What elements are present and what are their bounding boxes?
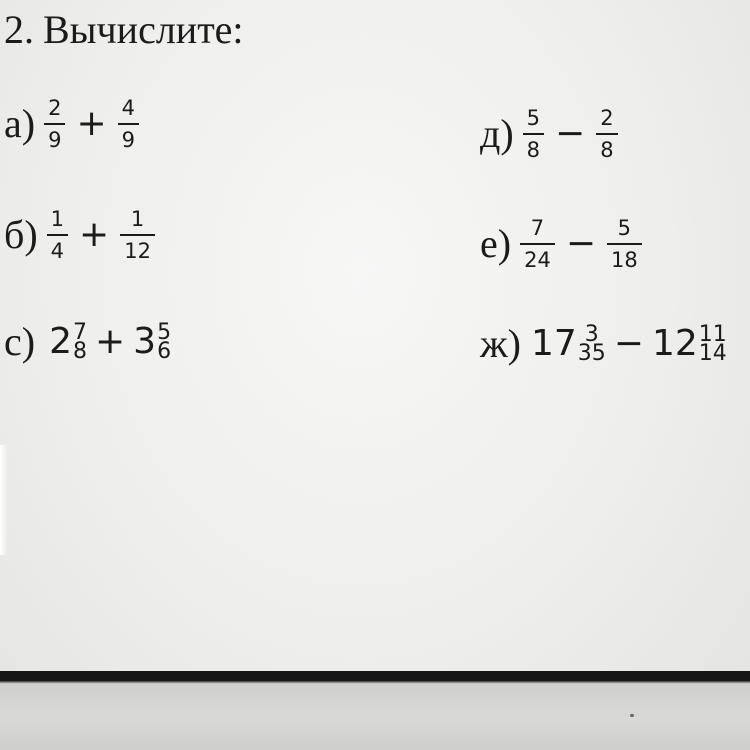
screen-edge-line <box>0 671 750 681</box>
operator: − <box>555 113 586 154</box>
fraction <box>120 207 155 263</box>
denominator: 8 <box>526 138 541 162</box>
task-b <box>4 207 158 263</box>
fraction <box>118 96 139 152</box>
mixed-fraction <box>157 320 172 364</box>
operator: + <box>94 321 126 362</box>
mixed-fraction <box>72 320 87 364</box>
task-c <box>4 319 172 364</box>
operator: + <box>76 103 107 144</box>
problem-heading <box>4 8 244 52</box>
mixed-fraction <box>577 322 606 366</box>
fraction <box>523 106 544 162</box>
numerator: 4 <box>121 96 135 120</box>
task-label: ж) <box>480 321 521 366</box>
operator: + <box>79 214 110 255</box>
task-label: е) <box>480 221 512 266</box>
task-zh <box>480 321 727 366</box>
dust-speck <box>630 714 634 717</box>
problem-number: 2. <box>4 7 34 52</box>
denominator: 8 <box>600 138 614 162</box>
task-label: с) <box>4 319 36 364</box>
whole-part: 12 <box>651 323 698 364</box>
numerator: 7 <box>72 320 87 345</box>
whole-part: 2 <box>49 321 72 362</box>
whole-part: 17 <box>530 323 577 364</box>
denominator: 4 <box>50 239 65 263</box>
fraction <box>596 106 617 162</box>
denominator: 9 <box>48 128 62 152</box>
operator: − <box>613 323 644 364</box>
denominator: 12 <box>124 239 151 263</box>
denominator: 8 <box>72 339 87 364</box>
fraction-bar <box>520 243 555 245</box>
denominator: 24 <box>524 248 551 272</box>
fraction <box>607 216 642 272</box>
fraction-bar <box>44 123 65 125</box>
whole-part: 3 <box>133 321 157 362</box>
glare-highlight <box>0 445 8 555</box>
denominator: 9 <box>121 128 135 152</box>
fraction-bar <box>596 133 617 135</box>
fraction <box>44 96 65 152</box>
task-label: д) <box>480 111 514 156</box>
fraction-bar <box>607 243 642 245</box>
numerator: 5 <box>157 320 172 345</box>
numerator: 1 <box>50 207 65 231</box>
operator: − <box>565 223 596 264</box>
numerator: 1 <box>130 207 145 231</box>
denominator: 6 <box>157 339 172 364</box>
denominator: 14 <box>698 341 727 366</box>
task-d <box>480 106 621 162</box>
denominator: 35 <box>577 341 606 366</box>
fraction <box>47 207 68 263</box>
fraction-bar <box>118 123 139 125</box>
fraction-bar <box>523 133 544 135</box>
numerator: 5 <box>526 106 541 130</box>
task-label: б) <box>4 212 38 257</box>
mixed-fraction <box>698 322 727 366</box>
fraction <box>520 216 555 272</box>
numerator: 2 <box>48 96 62 120</box>
screen-bezel <box>0 671 750 750</box>
numerator: 2 <box>600 106 614 130</box>
numerator: 5 <box>617 216 632 240</box>
fraction-bar <box>120 234 155 236</box>
denominator: 18 <box>610 248 638 272</box>
fraction-bar <box>47 234 68 236</box>
task-label: а) <box>4 101 36 146</box>
problem-instruction: Вычислите: <box>43 7 244 52</box>
numerator: 3 <box>584 322 599 347</box>
task-a <box>4 96 142 152</box>
task-e <box>480 216 645 272</box>
numerator: 7 <box>530 216 545 240</box>
numerator: 11 <box>698 322 727 347</box>
